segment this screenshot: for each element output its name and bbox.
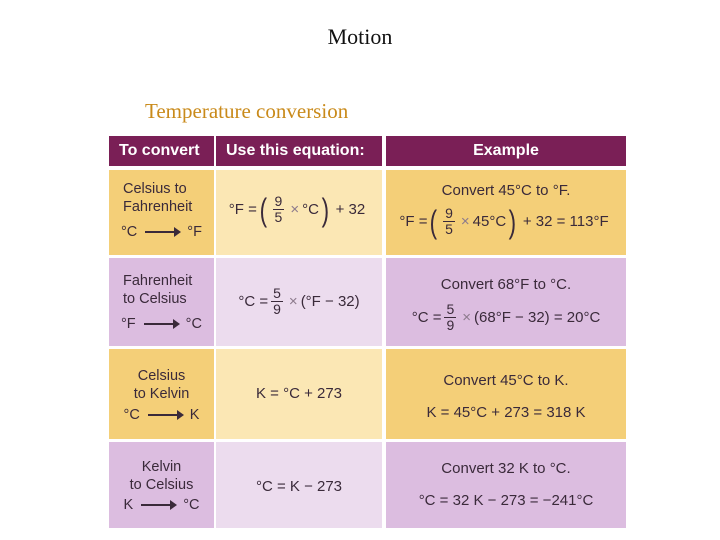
row1-eq-denominator: 5	[274, 209, 283, 225]
row4-example-cell	[386, 442, 626, 528]
times-icon: ×	[462, 309, 472, 326]
left-paren-icon: (	[430, 203, 438, 240]
row4-convert-cell	[109, 442, 214, 528]
row1-label-line1: Celsius to	[123, 181, 187, 197]
row1-example-cell	[386, 170, 626, 255]
conversion-table	[104, 131, 630, 528]
row1-equation	[216, 191, 382, 228]
row2-from-unit: °F	[121, 316, 136, 332]
row2-equation	[216, 286, 382, 317]
row4-arrow-row	[109, 497, 214, 513]
times-icon: ×	[288, 293, 298, 310]
row1-convert-cell	[109, 170, 214, 255]
header-equation: Use this equation:	[216, 136, 382, 166]
row4-label-line1: Kelvin	[141, 459, 182, 475]
row2-ex-lhs: °C =	[411, 309, 442, 326]
right-paren-icon: )	[508, 203, 517, 240]
row2-ex-numerator: 5	[446, 301, 455, 317]
row2-ex-denominator: 9	[446, 317, 455, 333]
row3-to-unit: K	[189, 407, 200, 423]
row1-arrow-row	[109, 224, 214, 240]
row2-eq-numerator: 5	[273, 285, 281, 301]
row2-convert-cell	[109, 258, 214, 346]
right-arrow-icon	[141, 504, 175, 506]
row2-label-line1: Fahrenheit	[123, 273, 193, 289]
row4-example-line1: Convert 32 K to °C.	[441, 460, 571, 477]
row1-example-equation	[386, 203, 626, 240]
row1-eq-lhs: °F =	[228, 201, 257, 218]
header-example: Example	[386, 136, 626, 166]
row1-eq-tail: + 32	[335, 201, 366, 218]
row4-convert-label	[109, 458, 214, 494]
row2-eq-denominator: 9	[273, 301, 281, 317]
row2-ex-fraction	[444, 302, 456, 333]
row1-ex-tail: + 32 = 113°F	[522, 213, 609, 230]
times-icon: ×	[290, 201, 300, 218]
row3-label-line2: to Kelvin	[133, 386, 190, 402]
row3-arrow-row	[109, 407, 214, 423]
row2-to-unit: °C	[185, 316, 202, 332]
row2-example-equation	[386, 302, 626, 333]
right-arrow-icon	[148, 414, 182, 416]
row1-equation-cell	[216, 170, 382, 255]
row3-label-line1: Celsius	[137, 368, 186, 384]
row2-arrow-row	[109, 316, 214, 332]
row1-to-unit: °F	[187, 224, 202, 240]
right-arrow-icon	[144, 323, 178, 325]
row4-from-unit: K	[123, 497, 134, 513]
row3-equation: K = °C + 273	[255, 385, 343, 402]
row1-eq-numerator: 9	[274, 193, 283, 209]
row3-example-cell	[386, 349, 626, 439]
row2-eq-lhs: °C =	[238, 293, 269, 310]
row4-equation-cell	[216, 442, 382, 528]
row1-eq-fraction	[273, 194, 285, 225]
row2-equation-cell	[216, 258, 382, 346]
row2-example-cell	[386, 258, 626, 346]
row2-label-line2: to Celsius	[123, 291, 187, 307]
right-arrow-icon	[145, 231, 179, 233]
row3-example-line1: Convert 45°C to K.	[443, 372, 569, 389]
row1-example-line1: Convert 45°C to °F.	[441, 182, 571, 199]
row3-convert-cell	[109, 349, 214, 439]
left-paren-icon: (	[259, 191, 267, 228]
row3-from-unit: °C	[123, 407, 140, 423]
row1-ex-numerator: 9	[445, 205, 453, 221]
row1-convert-label	[109, 180, 214, 216]
row4-example-line2: °C = 32 K − 273 = −241°C	[418, 492, 594, 509]
row3-convert-label	[109, 367, 214, 403]
slide-title: Motion	[327, 24, 393, 49]
row1-ex-denominator: 5	[445, 221, 453, 237]
row1-eq-mid: °C	[302, 201, 319, 218]
row4-to-unit: °C	[183, 497, 200, 513]
row2-example-line1: Convert 68°F to °C.	[440, 276, 572, 293]
row1-ex-fraction	[443, 206, 455, 237]
row1-from-unit: °C	[121, 224, 138, 240]
times-icon: ×	[460, 213, 470, 230]
row2-convert-label	[109, 272, 214, 308]
row2-eq-tail: (°F − 32)	[300, 293, 360, 310]
section-subtitle: Temperature conversion	[145, 99, 349, 123]
row1-label-line2: Fahrenheit	[123, 199, 193, 215]
row4-equation: °C = K − 273	[255, 478, 343, 495]
row1-ex-mid: 45°C	[472, 213, 507, 230]
row3-example-line2: K = 45°C + 273 = 318 K	[426, 404, 586, 421]
row4-label-line2: to Celsius	[129, 477, 194, 493]
row2-eq-fraction	[271, 286, 283, 317]
row1-ex-lhs: °F =	[399, 213, 428, 230]
row2-ex-tail: (68°F − 32) = 20°C	[474, 309, 601, 326]
right-paren-icon: )	[321, 191, 329, 228]
header-to-convert: To convert	[109, 136, 214, 166]
row3-equation-cell	[216, 349, 382, 439]
